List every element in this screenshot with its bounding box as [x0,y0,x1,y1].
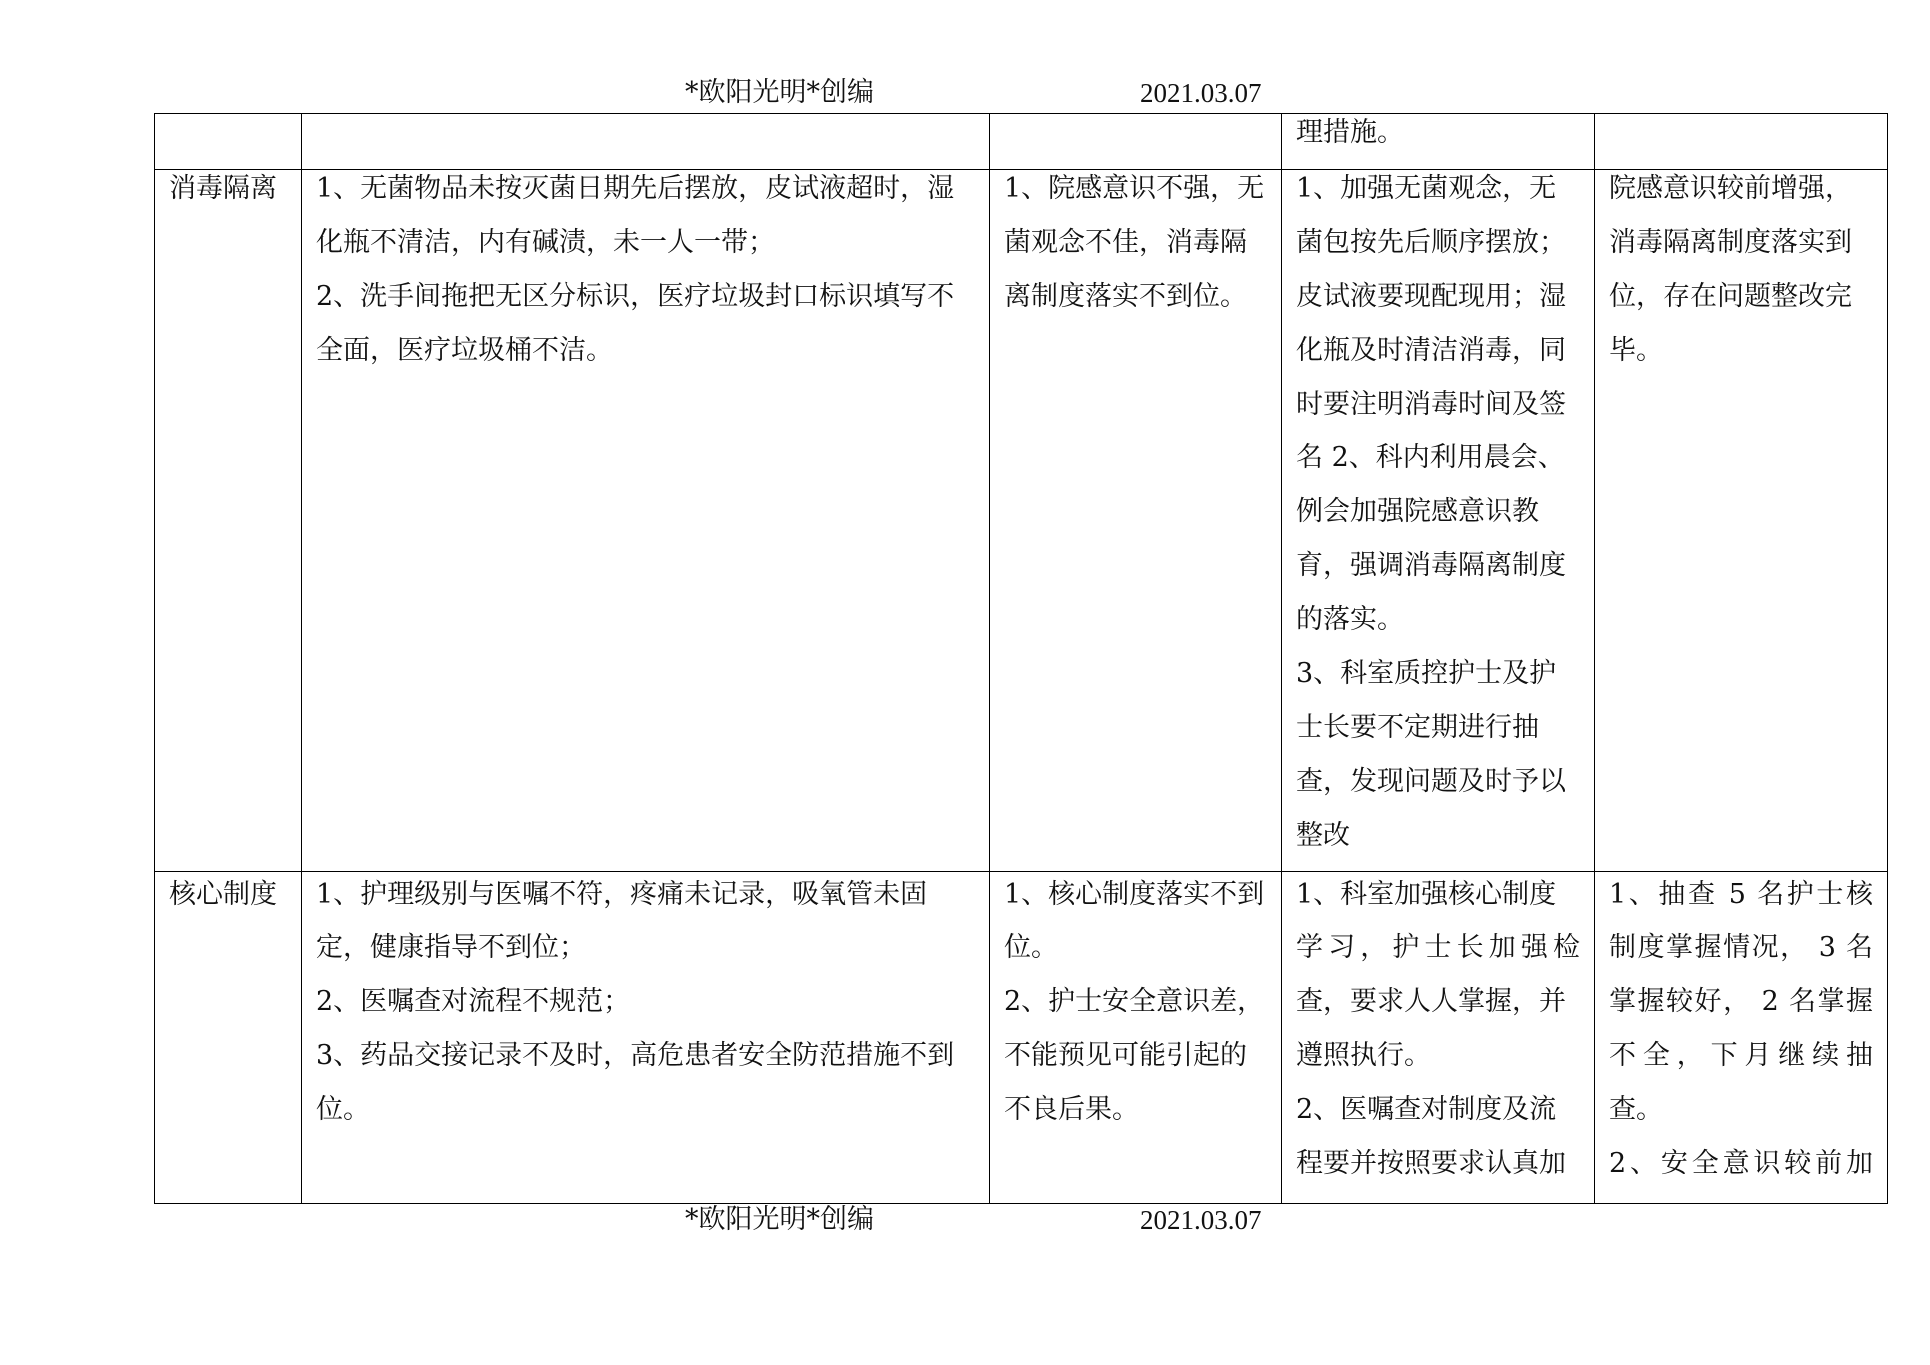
problem-line: 全面，医疗垃圾桶不洁。 [316,334,613,366]
result-line: 查。 [1609,1094,1663,1126]
result-line: 掌握较好， 2 名掌握 [1609,986,1873,1018]
result-line: 毕。 [1609,334,1663,366]
category-cell [155,170,302,872]
cause-line: 1、院感意识不强，无 [1004,173,1265,204]
measure-line: 1、科室加强核心制度 [1296,878,1557,910]
measure-line: 名 2、科内利用晨会、 [1296,442,1565,474]
measure-line: 1、加强无菌观念，无 [1296,173,1557,204]
measures-cell [1282,871,1595,1203]
measure-line: 化瓶及时清洁消毒，同 [1296,334,1566,366]
measure-line: 皮试液要现配现用；湿 [1296,280,1566,312]
measure-line: 2、医嘱查对制度及流 [1296,1094,1557,1126]
measure-line: 遵照执行。 [1296,1040,1431,1072]
measure-line: 育，强调消毒隔离制度 [1296,550,1566,582]
category-label: 消毒隔离 [169,173,277,204]
causes-cell [990,170,1282,872]
problems-cell [302,114,990,170]
result-line: 院感意识较前增强， [1609,173,1852,204]
measure-line: 士长要不定期进行抽 [1296,711,1539,743]
problems-cell [302,170,990,872]
problems-cell [302,871,990,1203]
measure-line: 菌包按先后顺序摆放； [1296,226,1566,258]
results-cell [1595,114,1888,170]
problem-line: 2、医嘱查对流程不规范； [316,986,631,1018]
result-line: 位，存在问题整改完 [1609,280,1852,312]
measures-cell [1282,170,1595,872]
result-line: 2、安全意识较前加 [1609,1148,1873,1180]
problem-line: 3、药品交接记录不及时，高危患者安全防范措施不到 [316,1040,955,1072]
result-line: 1、抽查 5 名护士核 [1609,878,1873,910]
measure-line: 的落实。 [1296,604,1404,636]
category-label: 核心制度 [169,878,277,910]
problem-line: 1、无菌物品未按灭菌日期先后摆放，皮试液超时，湿 [316,173,955,204]
causes-cell [990,114,1282,170]
measure-line: 查，要求人人掌握，并 [1296,986,1566,1018]
result-line: 消毒隔离制度落实到 [1609,226,1852,258]
table-row [155,170,1888,872]
measure-line: 整改 [1296,819,1350,851]
measure-line: 学习，护士长加强检 [1296,932,1580,964]
cause-line: 不能预见可能引起的 [1004,1040,1247,1072]
cause-line: 不良后果。 [1004,1094,1139,1126]
measure-line: 3、科室质控护士及护 [1296,658,1557,690]
problem-line: 2、洗手间拖把无区分标识，医疗垃圾封口标识填写不 [316,280,955,312]
category-cell [155,871,302,1203]
table-row [155,871,1888,1203]
result-line: 不全，下月继续抽 [1609,1040,1873,1072]
cause-line: 菌观念不佳，消毒隔 [1004,226,1247,258]
measure-line: 查，发现问题及时予以 [1296,765,1566,797]
inspection-table [154,113,1888,1204]
problem-line: 1、护理级别与医嘱不符，疼痛未记录，吸氧管未固 [316,878,928,910]
cause-line: 位。 [1004,932,1058,964]
causes-cell [990,871,1282,1203]
problem-line: 位。 [316,1094,370,1126]
cause-line: 1、核心制度落实不到 [1004,878,1265,910]
measure-line: 时要注明消毒时间及签 [1296,388,1566,420]
cause-line: 2、护士安全意识差， [1004,986,1265,1018]
page-footer-author: *欧阳光明*创编 [685,1204,874,1235]
measure-line: 理措施。 [1296,117,1404,148]
table-row [155,114,1888,170]
measure-line: 程要并按照要求认真加 [1296,1148,1566,1180]
problem-line: 定，健康指导不到位； [316,932,586,964]
cause-line: 离制度落实不到位。 [1004,280,1247,312]
measure-line: 例会加强院感意识教 [1296,496,1539,528]
measures-cell [1282,114,1595,170]
page-footer-date: 2021.03.07 [1140,1205,1262,1235]
category-cell [155,114,302,170]
problem-line: 化瓶不清洁，内有碱渍，未一人一带； [316,226,775,258]
result-line: 制度掌握情况， 3 名 [1609,932,1873,964]
page-header-date: 2021.03.07 [1140,78,1262,108]
results-cell [1595,170,1888,872]
page-header-author: *欧阳光明*创编 [685,77,874,108]
results-cell [1595,871,1888,1203]
